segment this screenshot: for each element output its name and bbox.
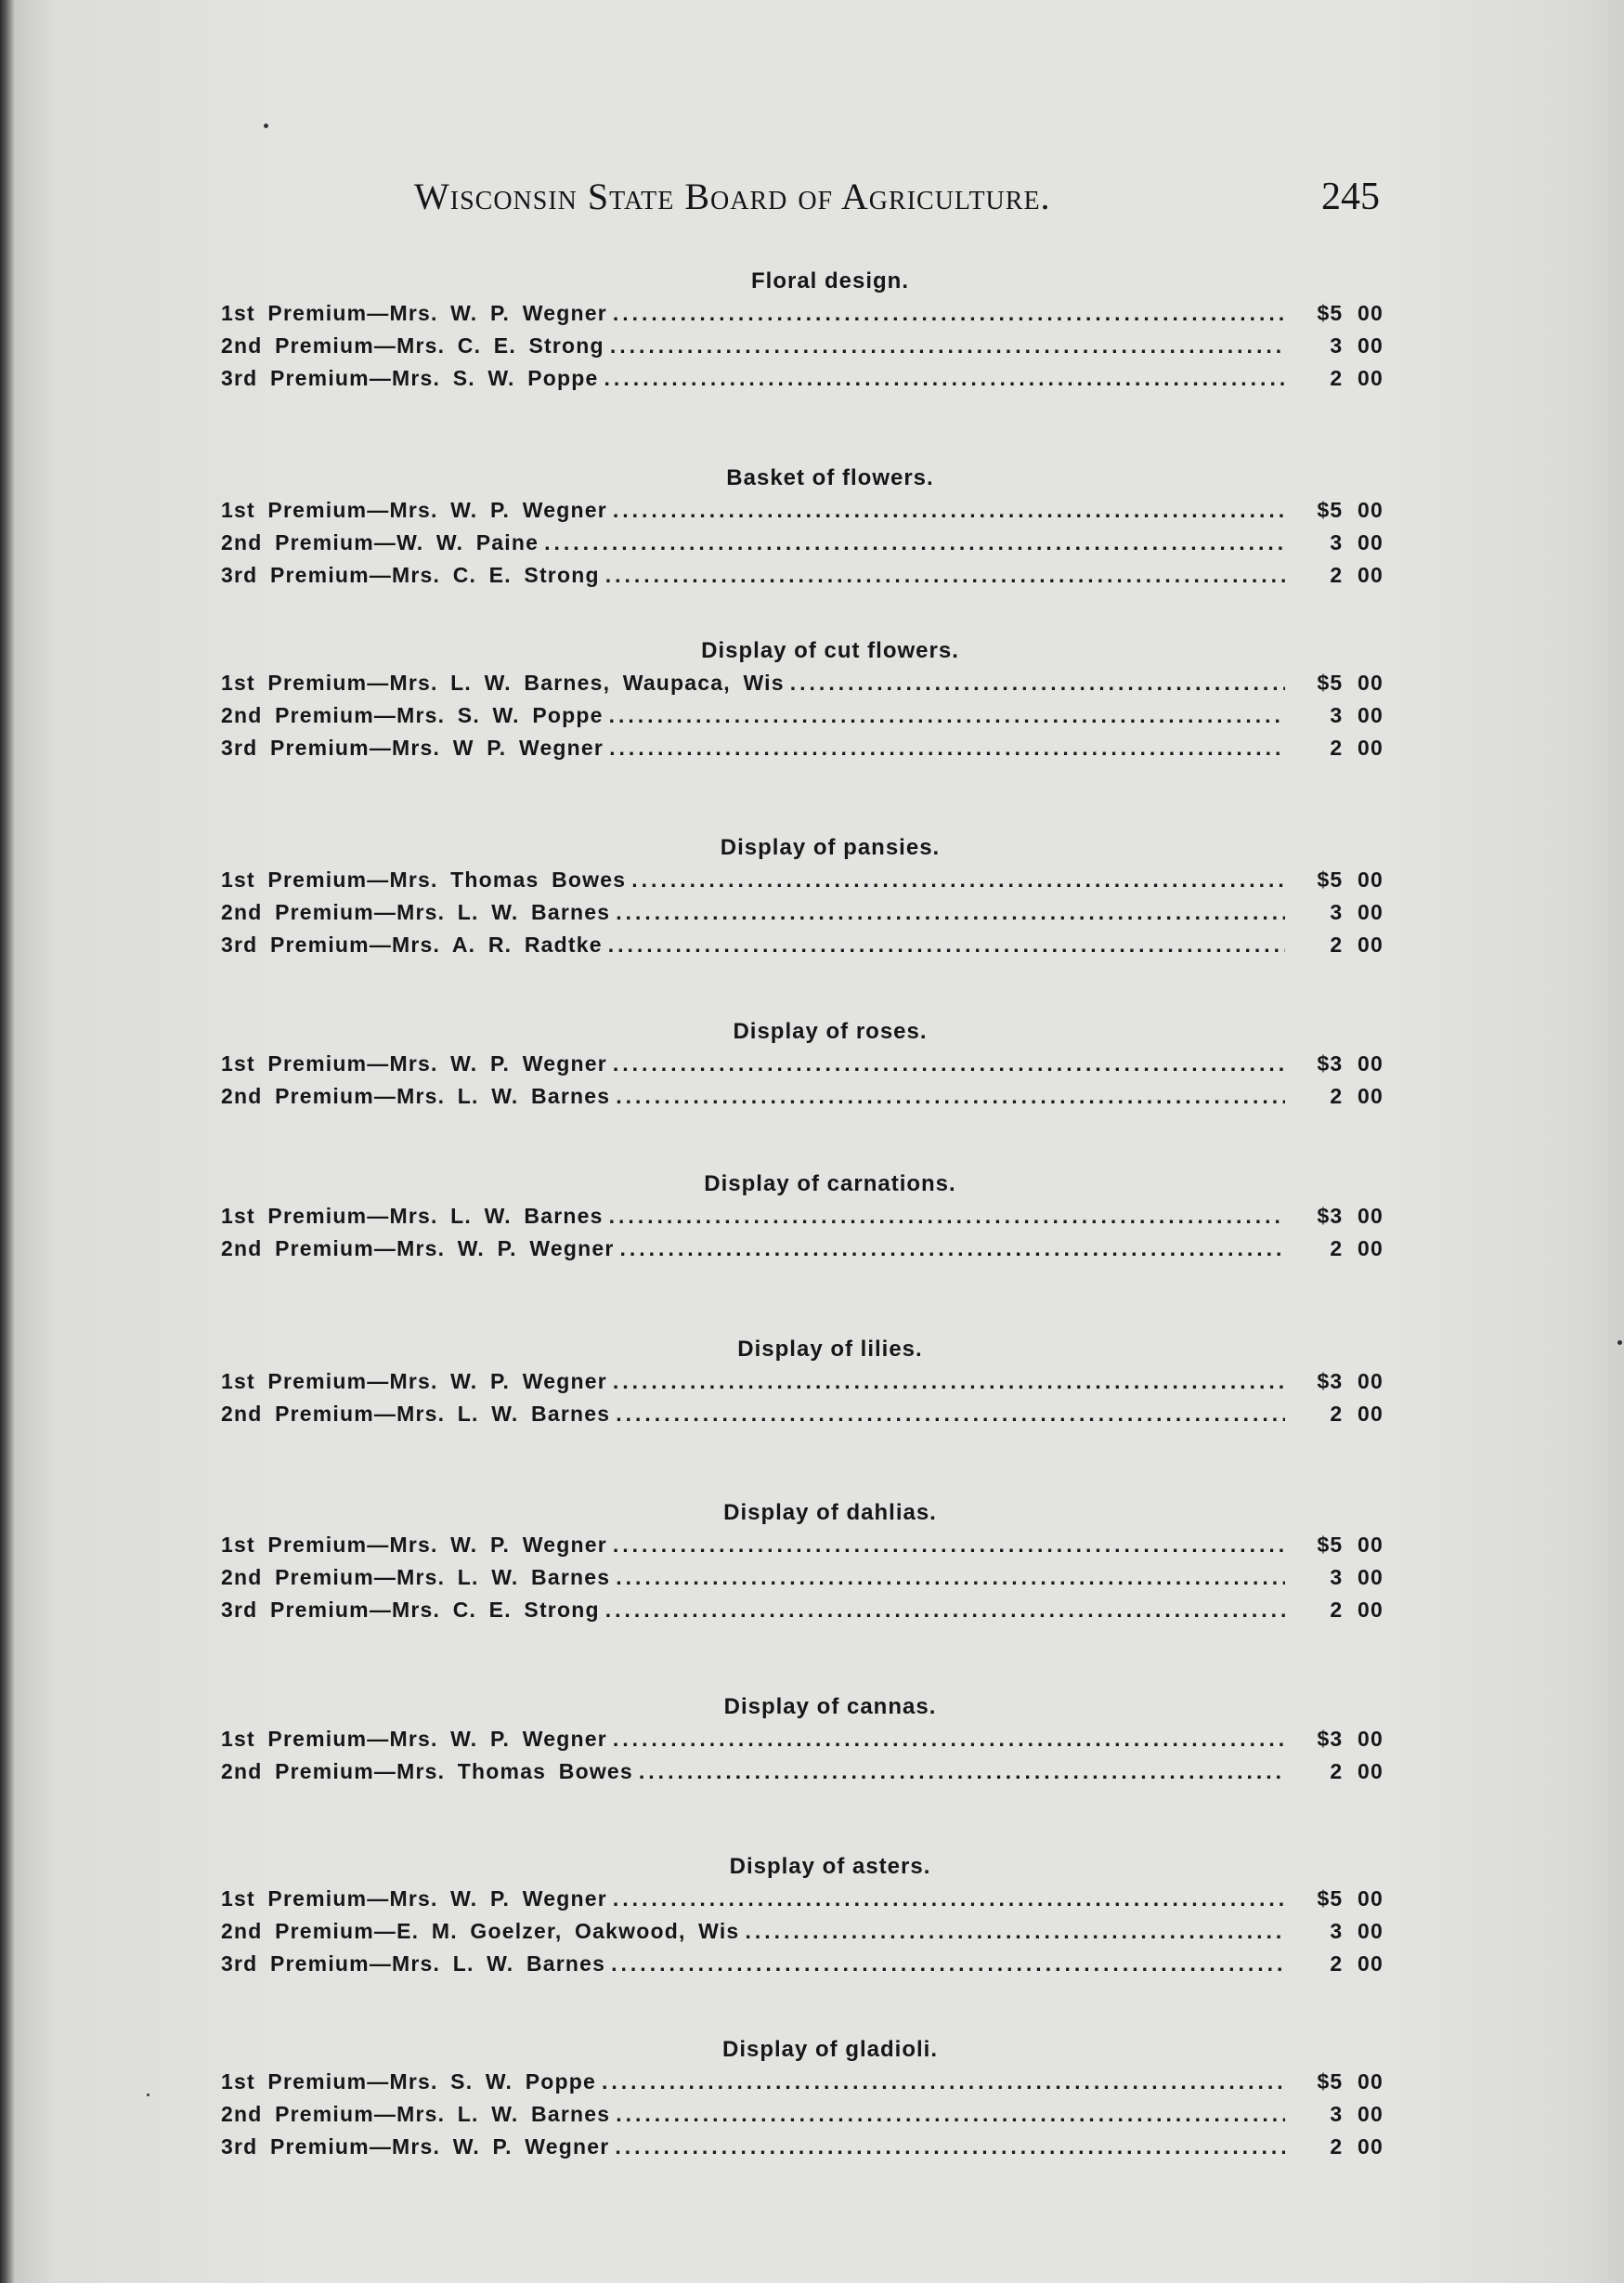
premium-place: 3rd Premium: [221, 563, 370, 587]
section-title: Display of cannas.: [723, 1694, 937, 1719]
winner-name: Mrs. L. W. Barnes: [396, 1402, 611, 1426]
prize-amount: 2 00: [1330, 933, 1384, 957]
dash-separator: —: [373, 333, 397, 358]
prize-amount: 2 00: [1330, 1084, 1384, 1108]
dash-separator: —: [367, 868, 390, 892]
dash-separator: —: [367, 671, 390, 695]
award-entry: [221, 1200, 1384, 1233]
dash-separator: —: [373, 1402, 397, 1426]
award-entry: [221, 1365, 1384, 1398]
winner-name: Mrs. C. E. Strong: [392, 1598, 600, 1622]
dot-leader: [639, 1755, 1285, 1788]
dash-separator: —: [373, 1236, 397, 1260]
page-header: [414, 175, 1380, 230]
premium-place: 2nd Premium: [221, 1402, 374, 1426]
award-section: [221, 463, 1384, 648]
winner-name: Mrs. C. E. Strong: [396, 333, 604, 358]
premium-place: 3rd Premium: [221, 1598, 370, 1622]
dash-separator: —: [373, 703, 397, 727]
prize-amount: 2 00: [1330, 736, 1384, 760]
section-title: Floral design.: [750, 268, 910, 294]
prize-amount: $5 00: [1317, 1533, 1384, 1557]
winner-name: Mrs. A. R. Radtke: [392, 933, 603, 957]
winner-name: Mrs. W. P. Wegner: [392, 2134, 610, 2159]
dash-separator: —: [369, 933, 393, 957]
premium-place: 1st Premium: [221, 1533, 368, 1557]
dot-leader: [615, 2131, 1285, 2163]
award-entry: [221, 1080, 1384, 1113]
award-section: [221, 266, 1384, 451]
premium-place: 1st Premium: [221, 2069, 368, 2094]
award-entry: [221, 559, 1384, 592]
prize-amount: $3 00: [1317, 1369, 1384, 1393]
award-entry: [221, 1048, 1384, 1080]
winner-name: Mrs. S. W. Poppe: [396, 703, 604, 727]
section-title: Display of roses.: [733, 1019, 928, 1044]
premium-place: 1st Premium: [221, 671, 368, 695]
award-section: [221, 2034, 1384, 2220]
premium-place: 1st Premium: [221, 1727, 368, 1751]
award-entry: [221, 362, 1384, 395]
dash-separator: —: [369, 1951, 393, 1976]
dash-separator: —: [373, 1084, 397, 1108]
dot-leader: [610, 330, 1285, 362]
award-entry: [221, 1723, 1384, 1755]
premium-place: 2nd Premium: [221, 1919, 374, 1943]
dash-separator: —: [373, 1759, 397, 1783]
prize-amount: 3 00: [1330, 2102, 1384, 2126]
winner-name: Mrs. W. P. Wegner: [389, 498, 607, 522]
prize-amount: $3 00: [1317, 1727, 1384, 1751]
prize-amount: 3 00: [1330, 900, 1384, 924]
winner-name: Mrs. L. W. Barnes: [389, 1204, 604, 1228]
premium-place: 3rd Premium: [221, 366, 370, 390]
award-entry: [221, 667, 1384, 699]
premium-place: 1st Premium: [221, 1204, 368, 1228]
award-entry: [221, 330, 1384, 362]
award-entry: [221, 732, 1384, 764]
premium-place: 2nd Premium: [221, 703, 374, 727]
section-title: Display of lilies.: [737, 1337, 923, 1362]
award-entry: [221, 1948, 1384, 1980]
prize-amount: $5 00: [1317, 498, 1384, 522]
premium-place: 1st Premium: [221, 1369, 368, 1393]
prize-amount: $5 00: [1317, 868, 1384, 892]
dot-leader: [602, 2066, 1285, 2098]
premium-place: 1st Premium: [221, 498, 368, 522]
winner-name: Mrs. L. W. Barnes: [396, 1565, 611, 1589]
dot-leader: [616, 896, 1285, 929]
dash-separator: —: [367, 1727, 390, 1751]
prize-amount: 2 00: [1330, 1402, 1384, 1426]
ink-speck: [1618, 1340, 1622, 1345]
prize-amount: 2 00: [1330, 366, 1384, 390]
winner-name: W. W. Paine: [396, 530, 539, 554]
ink-speck: [147, 2094, 149, 2096]
award-section: [221, 1334, 1384, 1520]
dot-leader: [608, 929, 1285, 961]
section-title: Display of gladioli.: [721, 2037, 939, 2062]
premium-place: 2nd Premium: [221, 1759, 374, 1783]
running-title: Wisconsin State Board of Agriculture.: [414, 176, 1051, 217]
dot-leader: [604, 362, 1285, 395]
prize-amount: 3 00: [1330, 1565, 1384, 1589]
award-entry: [221, 864, 1384, 896]
prize-amount: 3 00: [1330, 333, 1384, 358]
winner-name: Mrs. W. P. Wegner: [389, 1533, 607, 1557]
dash-separator: —: [367, 1051, 390, 1076]
dot-leader: [613, 1723, 1285, 1755]
prize-amount: 2 00: [1330, 1236, 1384, 1260]
award-entry: [221, 1755, 1384, 1788]
prize-amount: $5 00: [1317, 671, 1384, 695]
award-entry: [221, 2066, 1384, 2098]
dash-separator: —: [367, 2069, 390, 2094]
premium-place: 2nd Premium: [221, 1236, 374, 1260]
dash-separator: —: [367, 498, 390, 522]
dash-separator: —: [367, 1533, 390, 1557]
dot-leader: [609, 732, 1285, 764]
award-section: [221, 832, 1384, 1018]
premium-place: 3rd Premium: [221, 736, 370, 760]
premium-place: 2nd Premium: [221, 1565, 374, 1589]
dash-separator: —: [369, 736, 393, 760]
award-section: [221, 635, 1384, 821]
dot-leader: [611, 1948, 1285, 1980]
premium-place: 3rd Premium: [221, 933, 370, 957]
award-section: [221, 1691, 1384, 1877]
prize-amount: 3 00: [1330, 530, 1384, 554]
dot-leader: [745, 1915, 1285, 1948]
dash-separator: —: [369, 563, 393, 587]
prize-amount: $5 00: [1317, 1886, 1384, 1911]
winner-name: Mrs. Thomas Bowes: [389, 868, 627, 892]
award-entry: [221, 2098, 1384, 2131]
premium-place: 1st Premium: [221, 1886, 368, 1911]
ink-speck: [264, 124, 268, 128]
premium-place: 2nd Premium: [221, 900, 374, 924]
section-title: Display of pansies.: [720, 835, 941, 860]
winner-name: Mrs. L. W. Barnes: [396, 900, 611, 924]
dot-leader: [613, 1529, 1285, 1561]
dash-separator: —: [373, 1919, 397, 1943]
dot-leader: [616, 1080, 1285, 1113]
award-section: [221, 1851, 1384, 2037]
dot-leader: [613, 494, 1285, 527]
award-entry: [221, 2131, 1384, 2163]
prize-amount: 2 00: [1330, 563, 1384, 587]
section-title: Display of dahlias.: [723, 1500, 937, 1525]
premium-place: 3rd Premium: [221, 1951, 370, 1976]
dash-separator: —: [367, 1204, 390, 1228]
award-section: [221, 1168, 1384, 1354]
winner-name: Mrs. W. P. Wegner: [389, 301, 607, 325]
dot-leader: [613, 297, 1285, 330]
award-entry: [221, 1398, 1384, 1430]
winner-name: Mrs. W. P. Wegner: [389, 1727, 607, 1751]
premium-place: 2nd Premium: [221, 333, 374, 358]
award-entry: [221, 1915, 1384, 1948]
premium-place: 1st Premium: [221, 301, 368, 325]
dot-leader: [616, 1398, 1285, 1430]
prize-amount: 2 00: [1330, 1759, 1384, 1783]
dot-leader: [790, 667, 1285, 699]
award-entry: [221, 494, 1384, 527]
dot-leader: [609, 1200, 1285, 1233]
award-entry: [221, 527, 1384, 559]
prize-amount: 2 00: [1330, 1951, 1384, 1976]
winner-name: Mrs. C. E. Strong: [392, 563, 600, 587]
dot-leader: [613, 1883, 1285, 1915]
prize-amount: 3 00: [1330, 1919, 1384, 1943]
dash-separator: —: [369, 2134, 393, 2159]
winner-name: Mrs. S. W. Poppe: [392, 366, 599, 390]
award-entry: [221, 929, 1384, 961]
winner-name: Mrs. W. P. Wegner: [389, 1369, 607, 1393]
winner-name: Mrs. Thomas Bowes: [396, 1759, 633, 1783]
dot-leader: [620, 1233, 1286, 1265]
premium-place: 2nd Premium: [221, 530, 374, 554]
prize-amount: $5 00: [1317, 2069, 1384, 2094]
dot-leader: [631, 864, 1285, 896]
winner-name: Mrs. W. P. Wegner: [389, 1051, 607, 1076]
dash-separator: —: [373, 900, 397, 924]
award-entry: [221, 1529, 1384, 1561]
prize-amount: $3 00: [1317, 1204, 1384, 1228]
dash-separator: —: [373, 2102, 397, 2126]
premium-place: 2nd Premium: [221, 1084, 374, 1108]
dash-separator: —: [373, 1565, 397, 1589]
dot-leader: [605, 1594, 1285, 1626]
winner-name: Mrs. S. W. Poppe: [389, 2069, 596, 2094]
page-number: 245: [1321, 176, 1380, 218]
premium-place: 2nd Premium: [221, 2102, 374, 2126]
award-entry: [221, 1594, 1384, 1626]
winner-name: Mrs. L. W. Barnes: [396, 2102, 611, 2126]
dash-separator: —: [373, 530, 397, 554]
dot-leader: [616, 1561, 1285, 1594]
award-entry: [221, 1233, 1384, 1265]
dot-leader: [544, 527, 1285, 559]
award-entry: [221, 1883, 1384, 1915]
winner-name: Mrs. L. W. Barnes, Waupaca, Wis: [389, 671, 785, 695]
winner-name: E. M. Goelzer, Oakwood, Wis: [396, 1919, 740, 1943]
premium-place: 3rd Premium: [221, 2134, 370, 2159]
dash-separator: —: [369, 1598, 393, 1622]
award-entry: [221, 699, 1384, 732]
winner-name: Mrs. W. P. Wegner: [389, 1886, 607, 1911]
section-title: Basket of flowers.: [726, 465, 934, 490]
dash-separator: —: [367, 301, 390, 325]
dot-leader: [609, 699, 1285, 732]
prize-amount: $3 00: [1317, 1051, 1384, 1076]
dash-separator: —: [369, 366, 393, 390]
award-entry: [221, 896, 1384, 929]
award-entry: [221, 297, 1384, 330]
section-title: Display of asters.: [729, 1854, 931, 1879]
award-section: [221, 1497, 1384, 1683]
section-title: Display of cut flowers.: [701, 638, 959, 663]
premium-place: 1st Premium: [221, 1051, 368, 1076]
prize-amount: 3 00: [1330, 703, 1384, 727]
dot-leader: [605, 559, 1285, 592]
prize-amount: $5 00: [1317, 301, 1384, 325]
winner-name: Mrs. L. W. Barnes: [392, 1951, 606, 1976]
dash-separator: —: [367, 1886, 390, 1911]
section-title: Display of carnations.: [704, 1171, 956, 1196]
dot-leader: [616, 2098, 1285, 2131]
prize-amount: 2 00: [1330, 1598, 1384, 1622]
dot-leader: [613, 1365, 1285, 1398]
prize-amount: 2 00: [1330, 2134, 1384, 2159]
winner-name: Mrs. W P. Wegner: [392, 736, 604, 760]
award-entry: [221, 1561, 1384, 1594]
dot-leader: [613, 1048, 1285, 1080]
winner-name: Mrs. W. P. Wegner: [396, 1236, 615, 1260]
dash-separator: —: [367, 1369, 390, 1393]
winner-name: Mrs. L. W. Barnes: [396, 1084, 611, 1108]
premium-place: 1st Premium: [221, 868, 368, 892]
